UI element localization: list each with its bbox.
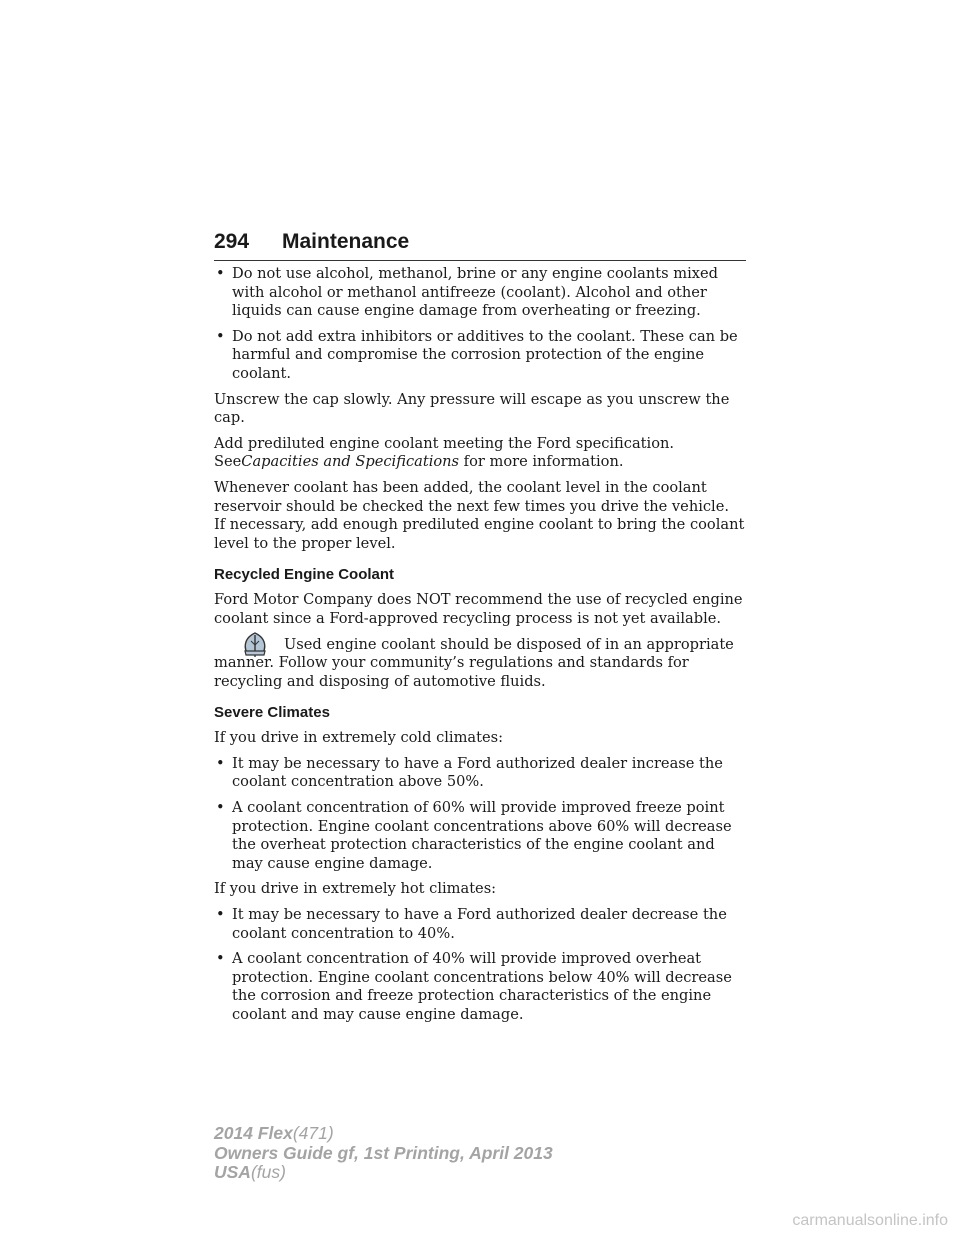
footer-model: 2014 Flex: [214, 1123, 293, 1143]
bullet-text: It may be necessary to have a Ford authorized dealer decrease the coolant concentration to 40%.: [232, 906, 727, 942]
page-number: 294: [214, 230, 250, 253]
footer-code: (471): [292, 1123, 334, 1143]
bullet-item: [214, 265, 750, 321]
page-content: [214, 265, 750, 1032]
environment-note: [214, 636, 750, 692]
bullet-item: [214, 755, 750, 792]
paragraph-unscrew: Unscrew the cap slowly. Any pressure will escape as you unscrew the cap.: [214, 390, 730, 427]
bullet-text: A coolant concentration of 60% will provide improved freeze point protection. Engine coolant concentrations above 60% will decrease the overheat protection characteristics of the engine coolant and may cause engine damage.: [232, 799, 732, 872]
recycle-environment-icon: [238, 631, 272, 659]
bullet-dot: •: [216, 327, 225, 345]
footer-market: USA: [214, 1162, 251, 1182]
bullet-text: It may be necessary to have a Ford authorized dealer increase the coolant concentration above 50%.: [232, 754, 723, 791]
note-text: Used engine coolant should be disposed of in an appropriate manner. Follow your community’s regulations and standards for recycling and disposing of automotive fluids.: [214, 635, 734, 690]
see-label: See: [214, 453, 242, 471]
page-header: [214, 228, 746, 261]
paragraph-hot-intro: If you drive in extremely hot climates:: [214, 880, 497, 898]
paragraph-add-coolant: [214, 435, 750, 472]
bullet-dot: •: [216, 265, 225, 282]
section-title: Maintenance: [282, 230, 410, 253]
bullet-dot: •: [216, 754, 225, 772]
paragraph-whenever: [214, 479, 750, 553]
footer-line: [214, 1163, 553, 1183]
paragraph-recycled: Ford Motor Company does NOT recommend the use of recycled engine coolant since a Ford-approved recycling process is not yet available.: [214, 591, 743, 627]
paragraph-text: If necessary, add enough prediluted engine coolant to bring the coolant level to the proper level.: [214, 516, 745, 552]
watermark: carmanualsonline.info: [792, 1212, 948, 1229]
bullet-item: [214, 950, 750, 1024]
footer-line: [214, 1124, 553, 1144]
footer-line: Owners Guide gf, 1st Printing, April 2013: [214, 1142, 553, 1163]
bullet-text: Do not add extra inhibitors or additives to the coolant. These can be harmful and compromise the corrosion protection of the engine coolant.: [232, 327, 738, 382]
bullet-item: [214, 906, 750, 943]
footer-market-code: (fus): [250, 1162, 286, 1182]
cross-reference-link[interactable]: Capacities and Specifications: [241, 453, 460, 471]
heading-severe-climates: Severe Climates: [214, 704, 330, 722]
paragraph-text: Whenever coolant has been added, the coolant level in the coolant reservoir should be checked the next few times you drive the vehicle.: [214, 478, 729, 515]
paragraph-text: Add prediluted engine coolant meeting the Ford specification.: [214, 434, 675, 452]
bullet-dot: •: [216, 799, 225, 817]
paragraph-text: for more information.: [459, 453, 624, 471]
heading-recycled-engine-coolant: Recycled Engine Coolant: [214, 566, 395, 584]
bullet-text: A coolant concentration of 40% will provide improved overheat protection. Engine coolant concentrations below 40% will decrease the corrosion and freeze protection characteristics of the engine coolant and may cause engine damage.: [232, 950, 732, 1023]
bullet-text: Do not use alcohol, methanol, brine or any engine coolants mixed with alcohol or methanol antifreeze (coolant). Alcohol and other liquids can cause engine damage from overheating or freezing.: [232, 265, 718, 320]
bullet-dot: •: [216, 950, 225, 968]
bullet-item: [214, 328, 750, 384]
bullet-item: [214, 799, 750, 873]
bullet-dot: •: [216, 906, 225, 924]
page-footer: [214, 1124, 553, 1183]
paragraph-cold-intro: If you drive in extremely cold climates:: [214, 729, 504, 747]
